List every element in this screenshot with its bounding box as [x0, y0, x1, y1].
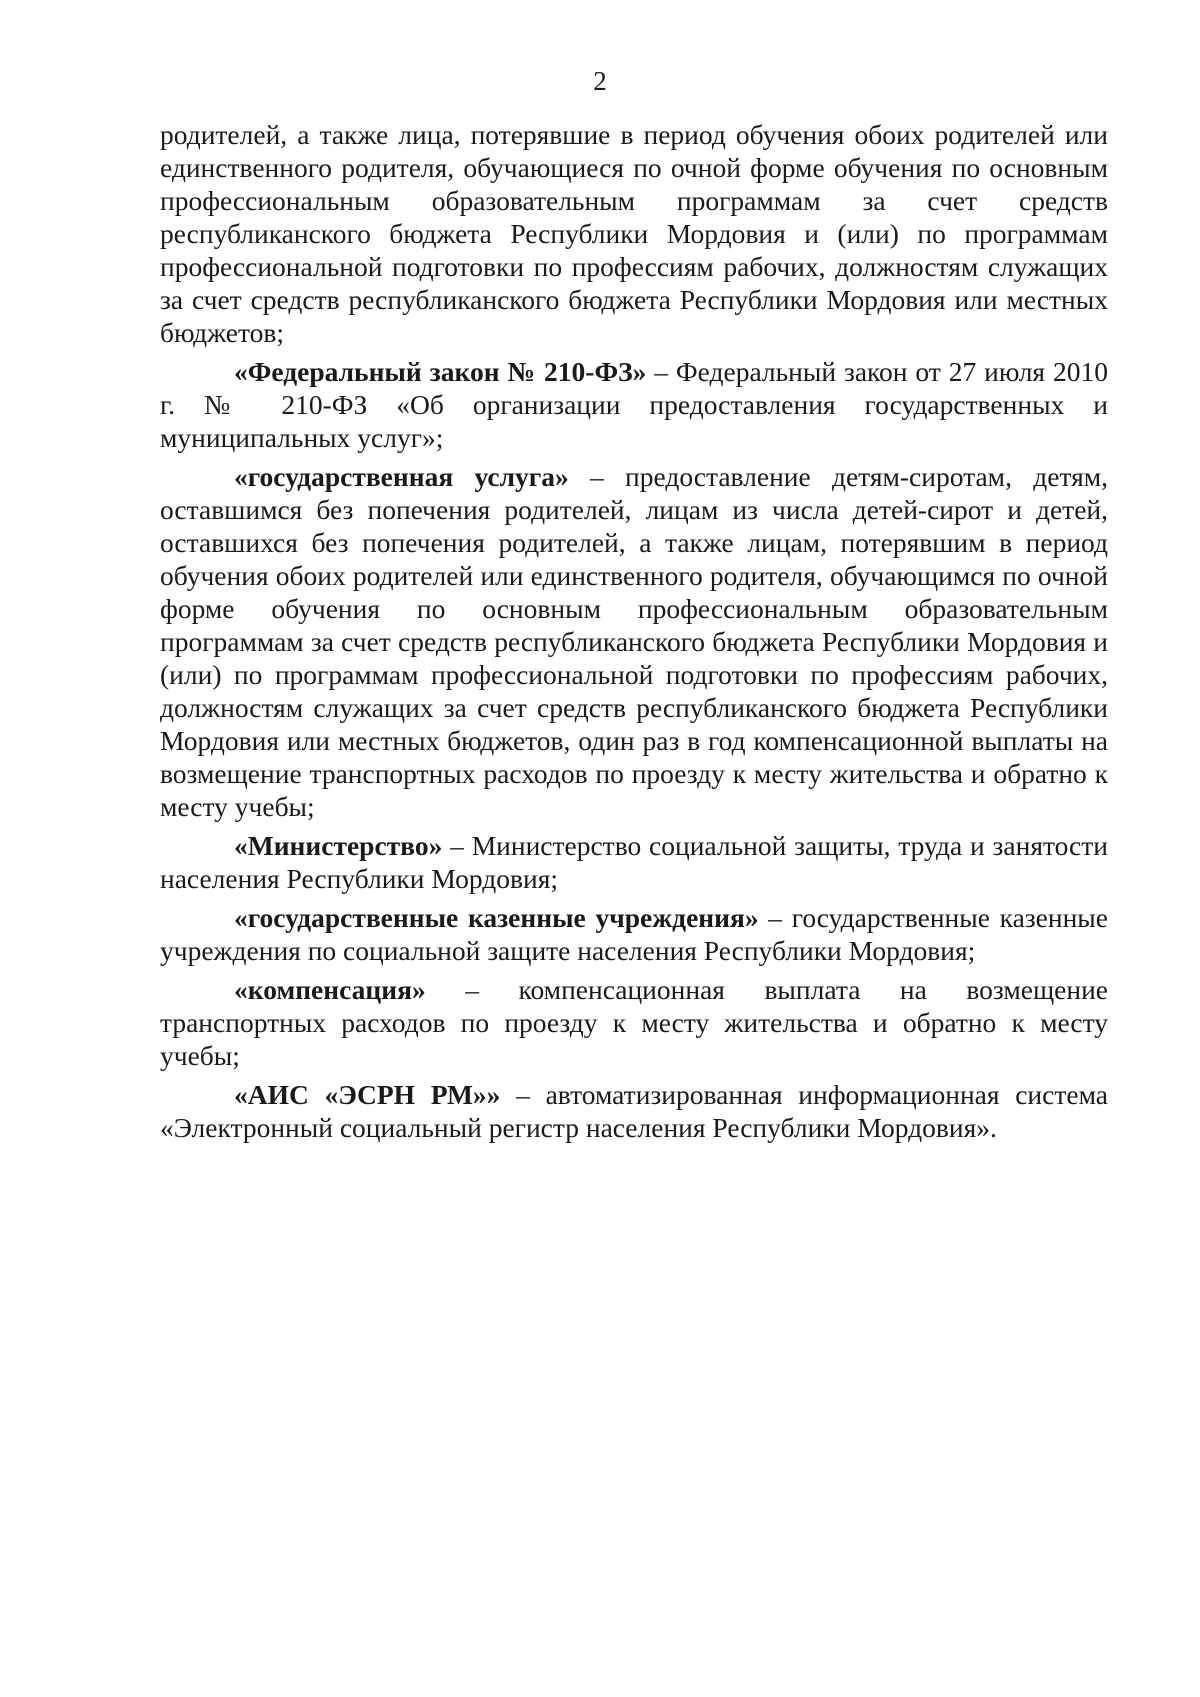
- definition-term: «Федеральный закон № 210-ФЗ»: [234, 356, 647, 387]
- definition-text: – Министерство социальной защиты, труда и занятости населения Республики Мордовия;: [160, 830, 1108, 894]
- paragraph-text: родителей, а также лица, потерявшие в период обучения обоих родителей или единственного родителя, обучающиеся по очной форме обучения по основным профессиональным образовательным программам за счет средств республиканского бюджета Республики Мордовия и (или) по программам профессиональной подготовки по профессиям рабочих, должностям служащих за счет средств республиканского бюджета Республики Мордовия или местных бюджетов;: [160, 119, 1108, 348]
- definition-term: «государственные казенные учреждения»: [234, 902, 759, 933]
- definition-text: – предоставление детям-сиротам, детям, оставшимся без попечения родителей, лицам из числа детей-сирот и детей, оставшихся без попечения родителей, а также лицам, потерявшим в период обучения обоих родителей или единственного родителя, обучающимся по очной форме обучения по основным профессиональным образовательным программам за счет средств республиканского бюджета Республики Мордовия и (или) по программам профессиональной подготовки по профессиям рабочих, должностям служащих за счет средств республиканского бюджета Республики Мордовия или местных бюджетов, один раз в год компенсационной выплаты на возмещение транспортных расходов по проезду к месту жительства и обратно к месту учебы;: [160, 461, 1108, 822]
- definition-text: – государственные казенные учреждения по социальной защите населения Республики Мордовия;: [160, 902, 1108, 966]
- document-body: [160, 118, 1108, 1150]
- definition-ais-esrn: [160, 1078, 1108, 1144]
- definition-ministry: [160, 829, 1108, 895]
- definition-term: «АИС «ЭСРН РМ»»: [234, 1079, 501, 1110]
- definition-term: «Министерство»: [234, 830, 443, 861]
- page-number: 2: [593, 66, 607, 96]
- definition-compensation: [160, 973, 1108, 1072]
- definition-term: «государственная услуга»: [234, 461, 569, 492]
- definition-federal-law: [160, 355, 1108, 454]
- paragraph-continuation: [160, 118, 1108, 349]
- definition-text: – автоматизированная информационная система «Электронный социальный регистр населения Республики Мордовия».: [160, 1079, 1108, 1143]
- definition-state-institutions: [160, 901, 1108, 967]
- definition-term: «компенсация»: [234, 974, 426, 1005]
- definition-state-service: [160, 460, 1108, 823]
- definition-text: – компенсационная выплата на возмещение транспортных расходов по проезду к месту жительства и обратно к месту учебы;: [160, 974, 1108, 1071]
- definition-text: – Федеральный закон от 27 июля 2010 г. № 210-ФЗ «Об организации предоставления государственных и муниципальных услуг»;: [160, 356, 1108, 453]
